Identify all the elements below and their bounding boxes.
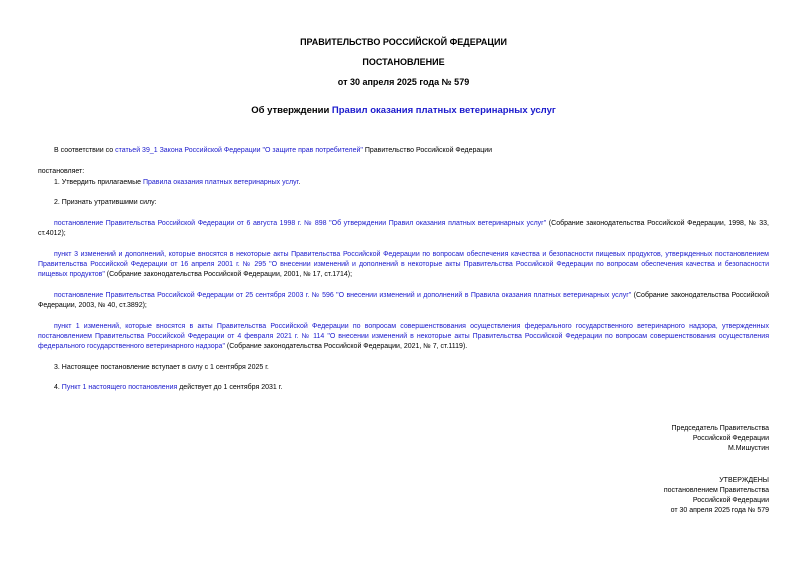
repealed-act-2-link[interactable]: пункт 3 изменений и дополнений, которые вносятся в некоторые акты Правительства Российской Федерации по вопросам обеспечения качества и безопасности пищевых продуктов, утвержденных постановлением Правительства Российской Федерации от 16 апреля 2001 г. № 295 "О внесении изменений и дополнений в некоторые акты Правительства Российской Федерации по вопросам обеспечения качества и безопасности пищевых продуктов" xyxy=(38,251,769,278)
approval-date-number: от 30 апреля 2025 года № 579 xyxy=(670,507,769,514)
approval-heading: УТВЕРЖДЕНЫ xyxy=(719,477,769,484)
preamble-suffix: Правительство Российской Федерации xyxy=(362,147,493,154)
item-1 xyxy=(38,178,769,188)
repealed-act-3-source: (Собрание законодательства Российской Федерации, 2003, № 40, ст.3892); xyxy=(38,292,770,309)
signature-position: Председатель Правительства xyxy=(671,425,769,432)
repealed-act-1 xyxy=(38,219,769,239)
repealed-act-3 xyxy=(38,291,769,311)
repealed-act-2-source: (Собрание законодательства Российской Федерации, 2001, № 17, ст.1714); xyxy=(104,271,353,278)
approval-block xyxy=(664,476,769,516)
item-3: 3. Настоящее постановление вступает в силу с 1 сентября 2025 г. xyxy=(54,364,269,371)
repealed-act-4 xyxy=(38,322,769,352)
document-title xyxy=(0,105,807,116)
item-1-rules-link[interactable]: Правила оказания платных ветеринарных услуг xyxy=(142,179,299,186)
item-4-link[interactable]: Пункт 1 настоящего постановления xyxy=(61,384,178,391)
item-4-suffix: действует до 1 сентября 2031 г. xyxy=(177,384,283,391)
title-prefix: Об утверждении xyxy=(251,105,332,116)
signature-name: М.Мишустин xyxy=(727,445,769,452)
resolves-text: постановляет: xyxy=(38,168,85,175)
item-1-prefix: 1. Утвердить прилагаемые xyxy=(54,179,143,186)
repealed-act-3-link[interactable]: постановление Правительства Российской Федерации от 25 сентября 2003 г. № 596 "О внесении изменений и дополнений в Правила оказания платных ветеринарных услуг" xyxy=(54,292,632,299)
repealed-act-1-source: (Собрание законодательства Российской Федерации, 1998, № 33, ст.4012); xyxy=(38,220,769,237)
document-date-number: от 30 апреля 2025 года № 579 xyxy=(337,77,470,87)
repealed-act-4-link[interactable]: пункт 1 изменений, которые вносятся в акты Правительства Российской Федерации по вопросам совершенствования осуществления федерального государственного ветеринарного надзора, утвержденных постановлением Правительства Российской Федерации от 4 февраля 2021 г. № 114 "О внесении изменений в некоторые акты Правительства Российской Федерации по вопросам совершенствования осуществления федерального государственного ветеринарного надзора" xyxy=(38,323,769,350)
title-rules-link[interactable]: Правил оказания платных ветеринарных услуг xyxy=(331,105,556,116)
government-heading: ПРАВИТЕЛЬСТВО РОССИЙСКОЙ ФЕДЕРАЦИИ xyxy=(300,37,507,47)
repealed-act-1-link[interactable]: постановление Правительства Российской Федерации от 6 августа 1998 г. № 898 "Об утверждении Правил оказания платных ветеринарных услуг" xyxy=(54,220,547,227)
repealed-act-4-source: (Собрание законодательства Российской Федерации, 2021, № 7, ст.1119). xyxy=(224,343,468,350)
signature-organization: Российской Федерации xyxy=(692,435,769,442)
document-type-heading: ПОСТАНОВЛЕНИЕ xyxy=(362,57,445,67)
item-2: 2. Признать утратившими силу: xyxy=(54,199,157,206)
preamble-prefix: В соответствии со xyxy=(54,147,116,154)
approval-by: постановлением Правительства xyxy=(663,487,769,494)
consumer-law-link[interactable]: статьей 39_1 Закона Российской Федерации "О защите прав потребителей" xyxy=(115,147,363,154)
repealed-act-2 xyxy=(38,250,769,280)
item-4 xyxy=(38,383,769,393)
preamble xyxy=(38,146,769,156)
item-4-prefix: 4. xyxy=(54,384,62,391)
item-1-suffix: . xyxy=(298,179,301,186)
signature-block xyxy=(672,424,769,454)
approval-organization: Российской Федерации xyxy=(692,497,769,504)
